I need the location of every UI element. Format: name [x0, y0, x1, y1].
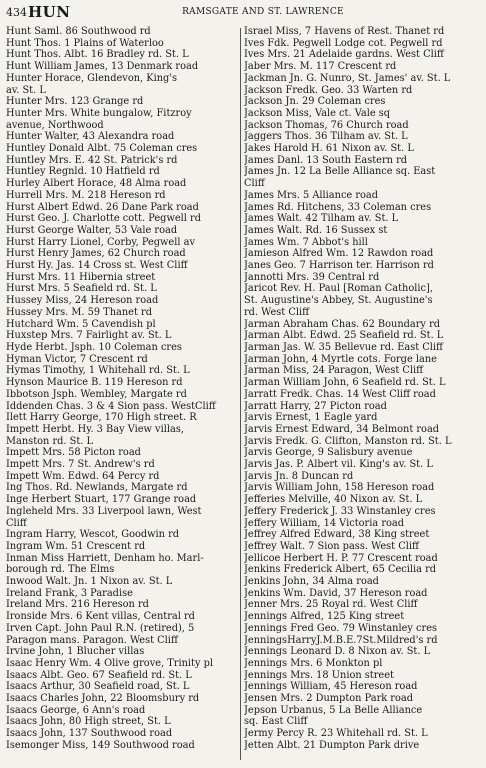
directory-entry-line: Jepson Urbanus, 5 La Belle Alliance [244, 704, 423, 716]
directory-entry-line: Ingleheld Mrs. 33 Liverpool lawn, West [6, 505, 202, 517]
directory-entry-line: Cliff [6, 517, 27, 529]
directory-entry-line: Iddenden Chas. 3 & 4 Sion pass. WestCliff [6, 400, 216, 412]
directory-entry-line: Hunt Saml. 86 Southwood rd [6, 26, 151, 37]
directory-entry-line: Hunt William James, 13 Denmark road [6, 61, 199, 73]
directory-entry-line: Hunter Horace, Glendevon, King's [6, 72, 178, 84]
directory-entry-line: Impett Herbt. Hy. 3 Bay View villas, [6, 423, 184, 435]
directory-entry-line: Jackson Thomas, 76 Church road [244, 119, 409, 131]
directory-entry-line: Jackman Jn. G. Nunro, St. James' av. St. L [244, 72, 451, 84]
directory-entry-line: Jarvis Fredk. G. Clifton, Manston rd. St. L [244, 435, 452, 447]
directory-entry-line: avenue, Northwood [6, 119, 104, 131]
directory-entry-line: Jarvis Ernest Edward, 34 Belmont road [244, 423, 440, 435]
directory-entry-line: Jenkins Frederick Albert, 65 Cecilia rd [244, 564, 437, 576]
directory-entry-line: Jackson Miss, Vale ct. Vale sq [244, 107, 391, 119]
directory-entry-line: Hunt Thos. 1 Plains of Waterloo [6, 37, 164, 49]
page-header [0, 2, 486, 24]
directory-entry-line: Ibbotson Jsph. Wembley, Margate rd [6, 388, 187, 400]
directory-entry-line: Jenkins John, 34 Alma road [244, 576, 379, 588]
directory-entry-line: Jarvis Jn. 8 Duncan rd [244, 470, 354, 482]
directory-entry-line: Inge Herbert Stuart, 177 Grange road [6, 494, 197, 506]
directory-entry-line: Hurst Geo. J. Charlotte cott. Pegwell rd [6, 213, 201, 225]
running-title: RAMSGATE AND ST. LAWRENCE [182, 7, 344, 17]
directory-entry-line: Isemonger Miss, 149 Southwood road [6, 739, 195, 751]
directory-entry-line: James Walt. 42 Tilham av. St. L [244, 213, 399, 225]
directory-entry-line: Jennings William, 45 Hereson road [244, 681, 418, 693]
directory-entry-line: Jarvis William John, 158 Hereson road [244, 482, 435, 494]
directory-entry-line: Jamieson Alfred Wm. 12 Rawdon road [244, 248, 434, 260]
directory-entry-line: Isaacs Charles John, 22 Bloomsbury rd [6, 693, 200, 705]
directory-entry-line: Hussey Mrs. M. 59 Thanet rd [6, 306, 152, 318]
directory-entry-line: Ing Thos. Rd. Newlands, Margate rd [6, 482, 188, 494]
directory-entry-line: Ives Mrs. 21 Adelaide gardns. West Cliff [244, 49, 444, 61]
directory-entry-line: Jarman Jas. W. 35 Bellevue rd. East Cliff [244, 341, 443, 353]
directory-entry-line: Hurley Albert Horace, 48 Alma road [6, 178, 187, 190]
running-head-word: HUN [28, 3, 71, 21]
directory-entry-line: Isaacs John, 80 High street, St. L [6, 716, 171, 728]
directory-entry-line: Hunter Mrs. White bungalow, Fitzroy [6, 107, 192, 119]
directory-entry-line: Jeffery William, 14 Victoria road [244, 517, 405, 529]
directory-entry-line: St. Augustine's Abbey, St. Augustine's [244, 295, 433, 307]
directory-entry-line: Hussey Miss, 24 Hereson road [6, 295, 159, 307]
directory-entry-line: Jarman Albt. Edwd. 25 Seafield rd. St. L [244, 330, 444, 342]
directory-entry-line: Jeffrey Walt. 7 Sion pass. West Cliff [244, 540, 419, 552]
directory-entry-line: Jennings Mrs. 6 Monkton pl [244, 657, 383, 669]
directory-entry-line: James Jn. 12 La Belle Alliance sq. East [244, 166, 436, 178]
directory-entry-line: Hunter Mrs. 123 Grange rd [6, 96, 144, 108]
directory-entry-line: Israel Miss, 7 Havens of Rest. Thanet rd [244, 26, 445, 37]
directory-entry-line: Jarvis George, 9 Salisbury avenue [244, 447, 413, 459]
directory-entry-line: Jaber Mrs. M. 117 Crescent rd [244, 61, 397, 73]
directory-entry-line: Janes Geo. 7 Harrison ter. Harrison rd [244, 260, 434, 272]
directory-entry-line: av. St. L [6, 84, 46, 96]
directory-entry-line: Ingram Harry, Wescot, Goodwin rd [6, 529, 180, 541]
directory-entry-line: Jakes Harold H. 61 Nixon av. St. L [244, 143, 414, 155]
directory-entry-line: Ireland Mrs. 216 Hereson rd [6, 599, 149, 611]
directory-entry-line: James Walt. Rd. 16 Sussex st [244, 224, 388, 236]
directory-entry-line: James Danl. 13 South Eastern rd [244, 154, 408, 166]
directory-entry-line: Jarman William John, 6 Seafield rd. St. L [244, 377, 446, 389]
directory-entry-line: Hurst Harry Lionel, Corby, Pegwell av [6, 236, 195, 248]
directory-entry-line: Impett Wm. Edwd. 64 Percy rd [6, 470, 160, 482]
directory-entry-line: Jenkins Wm. David, 37 Hereson road [244, 587, 428, 599]
directory-entry-line: James Mrs. 5 Alliance road [244, 189, 379, 201]
directory-entry-line: Jenner Mrs. 25 Royal rd. West Cliff [244, 599, 418, 611]
directory-entry-line: Jefferies Melville, 40 Nixon av. St. L [244, 494, 423, 506]
directory-entry-line: Huxstep Mrs. 7 Fairlight av. St. L [6, 330, 172, 342]
directory-entry-line: Ironside Mrs. 6 Kent villas, Central rd [6, 611, 195, 623]
directory-entry-line: Jensen Mrs. 2 Dumpton Park road [244, 693, 414, 705]
directory-entry-line: Hurst Mrs. 11 Hibernia street [6, 271, 156, 283]
directory-entry-line: Jennings Leonard D. 8 Nixon av. St. L [244, 646, 431, 658]
directory-entry-line: Huntley Donald Albt. 75 Coleman cres [6, 143, 198, 155]
directory-entry-line: Jarvis Jas. P. Albert vil. King's av. St. L [244, 459, 433, 471]
directory-entry-line: Ilett Harry George, 170 High street. R [6, 412, 197, 424]
directory-entry-line: Jennings Alfred, 125 King street [244, 611, 405, 623]
directory-entry-line: Jannotti Mrs. 39 Central rd [244, 271, 380, 283]
directory-entry-line: Impett Mrs. 7 St. Andrew's rd [6, 459, 155, 471]
directory-entry-line: Jackson Jn. 29 Coleman cres [244, 96, 386, 108]
directory-entry-line: James Wm. 7 Abbot's hill [244, 236, 368, 248]
directory-entry-line: Jaggers Thos. 36 Tilham av. St. L [244, 131, 408, 143]
directory-entry-line: Jarman John, 4 Myrtle cots. Forge lane [244, 353, 437, 365]
directory-entry-line: Huntley Regnld. 10 Hatfield rd [6, 166, 160, 178]
directory-entry-line: Jackson Fredk. Geo. 33 Warten rd [244, 84, 413, 96]
directory-entry-line: James Rd. Hitchens, 33 Coleman cres [244, 201, 432, 213]
directory-entry-line: Jeffrey Alfred Edward, 38 King street [244, 529, 430, 541]
directory-entry-line: Hurst Henry James, 62 Church road [6, 248, 186, 260]
directory-entry-line: Inman Miss Harriett, Denham ho. Marl- [6, 552, 204, 564]
directory-entry-line: Ingram Wm. 51 Crescent rd [6, 540, 146, 552]
directory-entry-line: Isaacs George, 6 Ann's road [6, 704, 146, 716]
directory-entry-line: JenningsHarryJ.M.B.E.7St.Mildred's rd [244, 634, 438, 646]
directory-entry-line: Jetten Albt. 21 Dumpton Park drive [244, 739, 420, 751]
directory-entry-line: borough rd. The Elms [6, 564, 115, 576]
directory-entry-line: Irvine John, 1 Blucher villas [6, 646, 145, 658]
directory-entry-line: Paragon mans. Paragon. West Cliff [6, 634, 178, 646]
directory-entry-line: Hunter Walter, 43 Alexandra road [6, 131, 175, 143]
right-column [244, 26, 482, 752]
directory-entry-line: Isaacs Albt. Geo. 67 Seafield rd. St. L [6, 669, 192, 681]
directory-entry-line: Cliff [244, 178, 265, 190]
directory-entry-line: Hurst Albert Edwd. 26 Dane Park road [6, 201, 199, 213]
directory-entry-line: Hyman Victor, 7 Crescent rd [6, 353, 148, 365]
directory-entry-line: Hymas Timothy, 1 Whitehall rd. St. L [6, 365, 190, 377]
directory-entry-line: Jarvis Ernest, 1 Eagle yard [244, 412, 378, 424]
directory-entry-line: Jellicoe Herbert H. P. 77 Crescent road [244, 552, 438, 564]
directory-entry-line: Jarman Miss, 24 Paragon, West Cliff [244, 365, 424, 377]
directory-entry-line: Hurst Mrs. 5 Seafield rd. St. L [6, 283, 157, 295]
directory-entry-line: Jaricot Rev. H. Paul [Roman Catholic], [244, 283, 433, 295]
directory-entry-line: Irven Capt. John Paul R.N. (retired), 5 [6, 622, 195, 634]
directory-entry-line: Ireland Frank, 3 Paradise [6, 587, 133, 599]
directory-entry-line: rd. West Cliff [244, 306, 310, 318]
directory-entry-line: Jennings Mrs. 18 Union street [244, 669, 394, 681]
directory-entry-line: Hurrell Mrs. M. 218 Hereson rd [6, 189, 166, 201]
directory-entry-line: Hynson Maurice B. 119 Hereson rd [6, 377, 183, 389]
directory-entry-line: Jeffery Frederick J. 33 Winstanley cres [244, 505, 436, 517]
directory-entry-line: sq. East Cliff [244, 716, 308, 728]
page-number: 434 [6, 6, 27, 19]
directory-entry-line: Jennings Fred Geo. 79 Winstanley cres [244, 622, 438, 634]
directory-entry-line: Manston rd. St. L [6, 435, 94, 447]
directory-entry-line: Isaac Henry Wm. 4 Olive grove, Trinity pl [6, 657, 214, 669]
directory-entry-line: Huntley Mrs. E. 42 St. Patrick's rd [6, 154, 178, 166]
directory-entry-line: Hunt Thos. Albt. 16 Bradley rd. St. L [6, 49, 189, 61]
directory-entry-line: Jermy Percy R. 23 Whitehall rd. St. L [244, 728, 428, 740]
column-divider [240, 28, 241, 760]
directory-entry-line: Jarratt Fredk. Chas. 14 West Cliff road [244, 388, 436, 400]
directory-entry-line: Isaacs John, 137 Southwood road [6, 728, 173, 740]
directory-entry-line: Ives Fdk. Pegwell Lodge cot. Pegwell rd [244, 37, 443, 49]
directory-entry-line: Hurst Hy. Jas. 14 Cross st. West Cliff [6, 260, 188, 272]
directory-entry-line: Impett Mrs. 58 Picton road [6, 447, 141, 459]
directory-entry-line: Isaacs Arthur, 30 Seafield road, St. L [6, 681, 190, 693]
directory-entry-line: Inwood Walt. Jn. 1 Nixon av. St. L [6, 576, 173, 588]
directory-entry-line: Jarratt Harry, 27 Picton road [244, 400, 387, 412]
directory-entry-line: Jarman Abraham Chas. 62 Boundary rd [244, 318, 441, 330]
directory-entry-line: Hyde Herbt. Jsph. 10 Coleman cres [6, 341, 182, 353]
left-column [6, 26, 238, 752]
directory-entry-line: Hutchard Wm. 5 Cavendish pl [6, 318, 156, 330]
directory-entry-line: Hurst George Walter, 53 Vale road [6, 224, 178, 236]
